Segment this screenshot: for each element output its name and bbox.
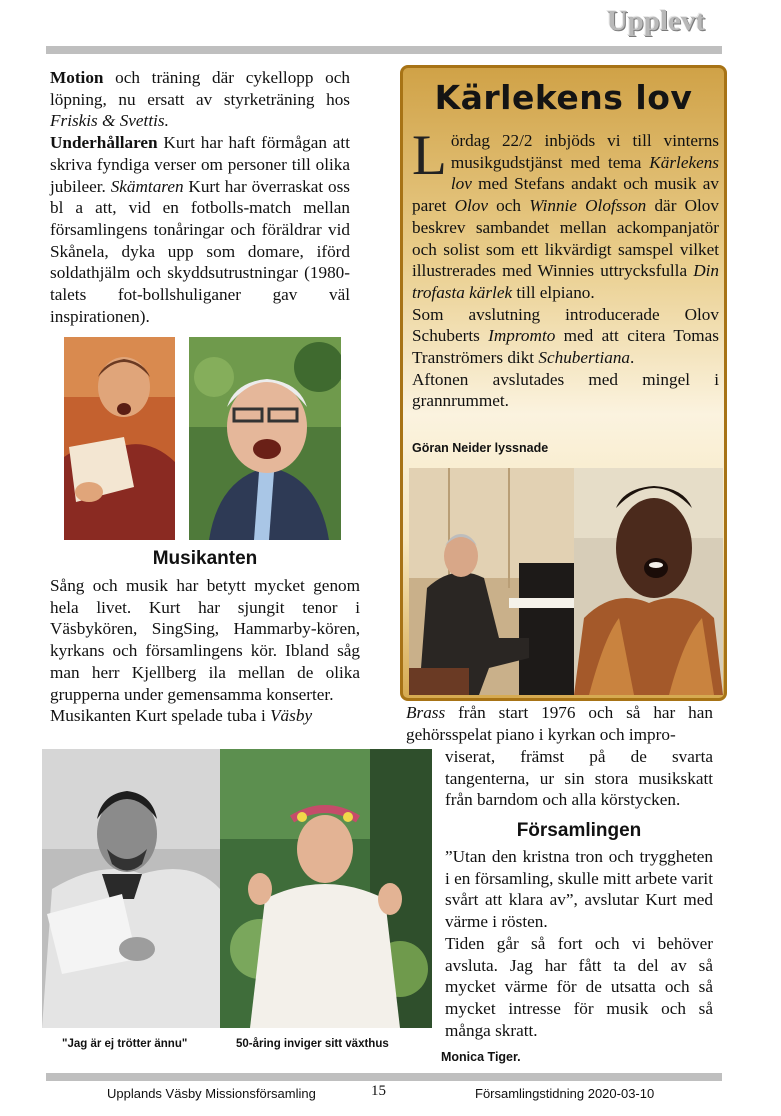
photo-bw-reading-man bbox=[42, 749, 220, 1028]
photo-singing-man bbox=[64, 337, 175, 540]
box-p2i2: Schubertiana bbox=[538, 348, 631, 368]
box-p2i1: Impromto bbox=[488, 326, 556, 346]
box-p2b: med att citera Tomas Tranströmers dikt bbox=[412, 326, 719, 368]
box-i4: Din trofasta kärlek bbox=[412, 261, 719, 302]
brass-text-start: från start 1976 och så har han gehörsspelat piano i kyrkan och impro- bbox=[406, 703, 713, 744]
karlekens-lov-box bbox=[400, 65, 727, 701]
box-t1: ördag 22/2 inbjöds vi till vinterns musikgudstjänst med tema bbox=[450, 131, 719, 172]
intro-skamtaren-text: Kurt har överraskat oss bl a att, vid en fotbolls-match mellan församlingens tonåringar och föräldrar vid Skånela, dyka upp som domare, iförd soldathjälm och skyddsutrustningar (1980-talets fot-bollshuliganer gav väl inspirationen). bbox=[50, 176, 350, 326]
box-t5: till elpiano. bbox=[512, 282, 595, 302]
musikanten-paragraph: Sång och musik har betytt mycket genom hela livet. Kurt har sjungit tenor i Väsbykören, SingSing, Hammarby-kören, kyrkans och församlingens kör. Ibland såg man herr Kjellberg ila mellan de olika grupperna under gemensamma konserter. bbox=[50, 576, 360, 704]
box-t4: där Olov beskrev sambandet mellan ackompanjatör och solist som ett likvärdigt samspel vilket illustrerades med Winnies uttrycksfulla bbox=[412, 196, 719, 281]
intro-underhallaren-bold: Underhållaren bbox=[50, 133, 158, 153]
intro-paragraph-underhallaren bbox=[50, 132, 350, 327]
brass-text-continued: viserat, främst på de svarta tangenterna, ur sin stora musikskatt från barndom och alla körstycken. bbox=[445, 747, 713, 810]
intro-motion-italic: Friskis & Svettis. bbox=[50, 111, 169, 131]
musikanten-heading: Musikanten bbox=[152, 548, 258, 569]
musikanten-tuba-line bbox=[50, 705, 360, 727]
box-i3: Winnie Olofsson bbox=[529, 196, 647, 216]
page-number: 15 bbox=[371, 1083, 386, 1099]
brass-paragraph bbox=[406, 702, 713, 745]
box-i1: Kärlekens lov bbox=[450, 152, 719, 194]
box-paragraph-1 bbox=[412, 124, 719, 304]
intro-motion-bold: Motion bbox=[50, 68, 104, 87]
photo-singing-woman bbox=[574, 468, 723, 695]
box-paragraph-2 bbox=[412, 304, 719, 369]
musikanten-text bbox=[50, 575, 360, 727]
intro-underhallaren-text: Kurt har haft förmågan att skriva fyndiga verser om personer till olika jubileer. bbox=[50, 133, 350, 196]
intro-skamtaren-italic: Skämtaren bbox=[110, 176, 184, 196]
box-t3: och bbox=[487, 196, 530, 216]
caption-left: "Jag är ej trötter ännu" bbox=[62, 1038, 188, 1050]
musikanten-vasby-italic: Väsby bbox=[270, 706, 313, 726]
intro-motion-text: och träning där cykellopp och löpning, nu ersatt av styrketräning hos bbox=[50, 68, 350, 109]
footer-rule bbox=[46, 1073, 722, 1081]
footer-left: Upplands Väsby Missionsförsamling bbox=[107, 1086, 316, 1101]
box-paragraph-3: Aftonen avslutades med mingel i grannrummet. bbox=[412, 369, 719, 411]
intro-text bbox=[50, 67, 350, 327]
box-t2: med Stefans andakt och musik av paret bbox=[412, 174, 719, 216]
forsamlingen-byline: Monica Tiger. bbox=[441, 1050, 521, 1064]
brass-text-b bbox=[445, 746, 713, 811]
drop-cap: L bbox=[412, 124, 447, 187]
forsamlingen-heading: Församlingen bbox=[516, 820, 642, 841]
caption-right: 50-åring inviger sitt växthus bbox=[236, 1038, 389, 1050]
box-i2: Olov bbox=[454, 196, 488, 216]
intro-paragraph-motion bbox=[50, 67, 350, 132]
box-p2c: . bbox=[630, 348, 635, 368]
brass-italic: Brass bbox=[406, 703, 446, 722]
box-byline: Göran Neider lyssnade bbox=[412, 441, 549, 455]
box-title: Kärlekens lov bbox=[434, 78, 693, 117]
forsamlingen-text bbox=[445, 846, 713, 1041]
section-title: Upplevt bbox=[606, 5, 705, 37]
brass-text-a bbox=[406, 702, 713, 745]
forsamlingen-paragraph-2: Tiden går så fort och vi behöver avsluta. Jag har fått ta del av så mycket värme för de utsatta och så mycket intresse för musik och så många skratt. bbox=[445, 933, 713, 1040]
photo-man-in-robe bbox=[220, 749, 432, 1028]
forsamlingen-paragraph-1: ”Utan den kristna tron och tryggheten i en församling, skulle mitt arbete varit svårt att klara av”, avslutar Kurt med värme i rösten. bbox=[445, 847, 713, 932]
box-text bbox=[412, 124, 719, 412]
photo-pianist bbox=[409, 468, 574, 695]
musikanten-tuba-text: Musikanten Kurt spelade tuba i bbox=[50, 706, 271, 726]
footer-right: Församlingstidning 2020-03-10 bbox=[475, 1086, 655, 1101]
box-p2a: Som avslutning introducerade Olov Schuberts bbox=[412, 304, 719, 346]
photo-laughing-man bbox=[189, 337, 341, 540]
header-rule bbox=[46, 46, 722, 54]
